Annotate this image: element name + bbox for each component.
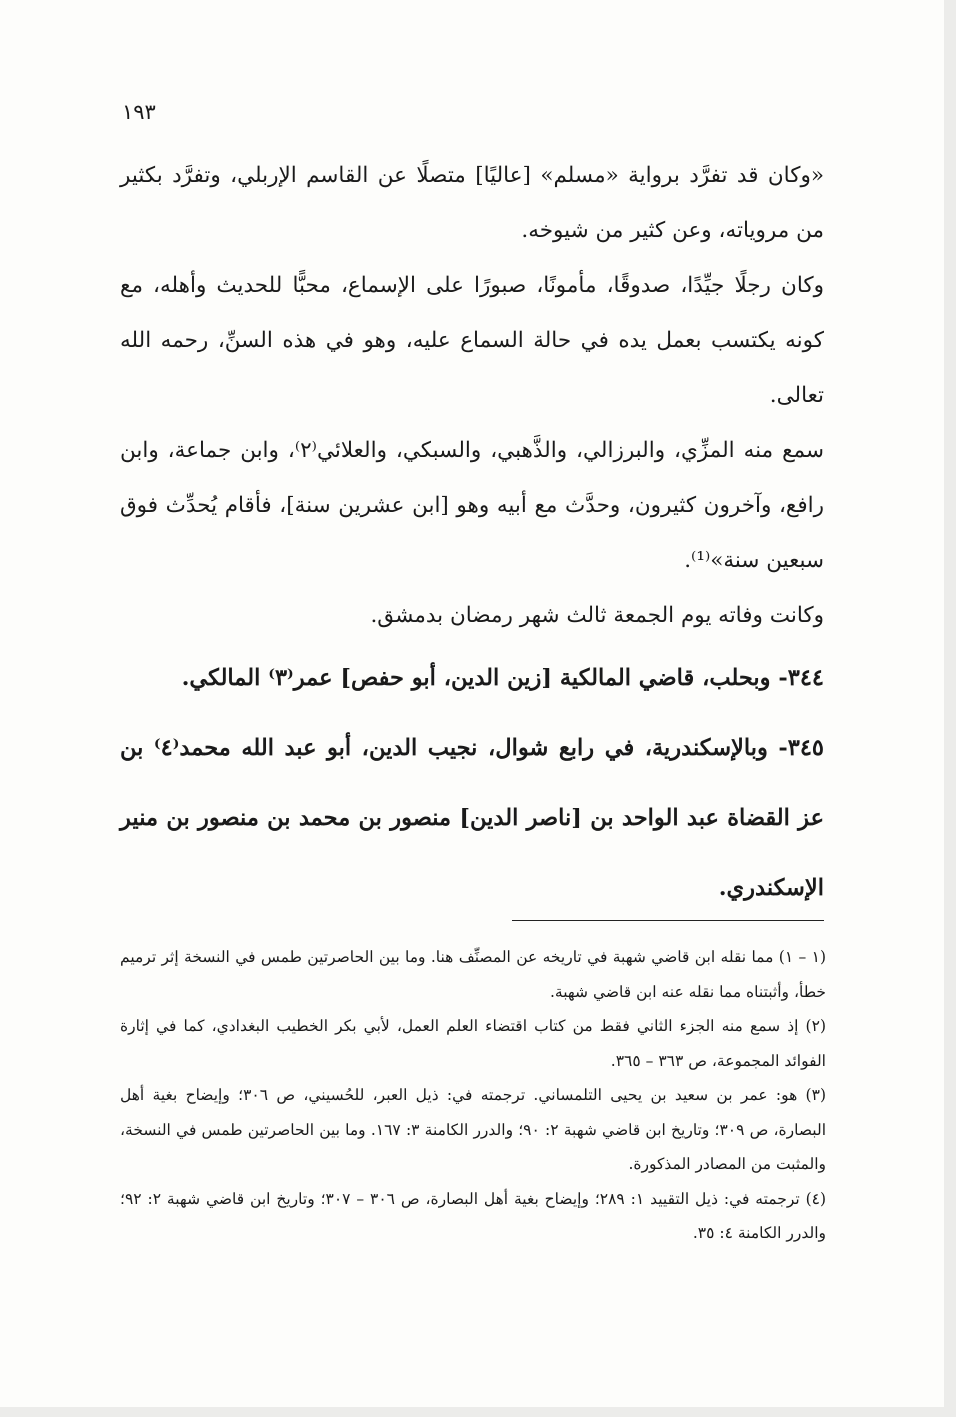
paragraph: سمع منه المزِّي، والبرزالي، والذَّهبي، والسبكي، والعلائي⁽٢⁾، وابن جماعة، وابن رافع، وآخرون كثيرون، وحدَّث مع أبيه وهو [ابن عشرين سنة]، فأقام يُحدِّث فوق سبعين سنة»⁽¹⁾. bbox=[120, 438, 824, 573]
paragraph: وكانت وفاته يوم الجمعة ثالث شهر رمضان بدمشق. bbox=[370, 603, 824, 628]
paragraph: وكان رجلًا جيِّدًا، صدوقًا، مأمونًا، صبورًا على الإسماع، محبًّا للحديث وأهله، مع كونه يكتسب بعمل يده في حالة السماع عليه، وهو في هذه السنِّ، رحمه الله تعالى. bbox=[120, 273, 824, 408]
entry-heading: ٣٤٤- وبحلب، قاضي المالكية [زين الدين، أبو حفص] عمر⁽٣⁾ المالكي. bbox=[181, 665, 824, 691]
paragraph: «وكان قد تفرَّد برواية «مسلم» [عاليًا] متصلًا عن القاسم الإربلي، وتفرَّد بكثير من مروياته، وعن كثير من شيوخه. bbox=[120, 163, 824, 243]
page-number: ١٩٣ bbox=[122, 100, 156, 124]
footnote: (٣) هو: عمر بن سعيد بن يحيى التلمساني. ترجمته في: ذيل العبر، للحُسيني، ص ٣٠٦؛ وإيضاح بغية أهل البصارة، ص ٣٠٩؛ وتاريخ ابن قاضي شهبة ٢: ٩٠؛ والدرر الكامنة ٣: ١٦٧. وما بين الحاصرتين طمس في النسخة، والمثبت من المصادر المذكورة. bbox=[120, 1086, 827, 1173]
main-text bbox=[120, 148, 824, 923]
footnote: (٢) إذ سمع منه الجزء الثاني فقط من كتاب اقتضاء العلم العمل، لأبي بكر الخطيب البغدادي، كما في إثارة الفوائد المجموعة، ص ٣٦٣ – ٣٦٥. bbox=[120, 1017, 826, 1070]
footnotes bbox=[120, 940, 826, 1251]
footnote: (٤) ترجمته في: ذيل التقييد ١: ٢٨٩؛ وإيضاح بغية أهل البصارة، ص ٣٠٦ – ٣٠٧؛ وتاريخ ابن قاضي شهبة ٢: ٩٢؛ والدرر الكامنة ٤: ٣٥. bbox=[120, 1189, 827, 1242]
entry-heading: ٣٤٥- وبالإسكندرية، في رابع شوال، نجيب الدين، أبو عبد الله محمد⁽٤⁾ بن عز القضاة عبد الواحد بن [ناصر الدين] منصور بن محمد بن منصور بن منير الإسكندري. bbox=[120, 735, 824, 901]
footnote-separator bbox=[512, 920, 824, 921]
footnote: (١ – ١) مما نقله ابن قاضي شهبة في تاريخه عن المصنِّف هنا. وما بين الحاصرتين طمس في النسخة إثر ترميم خطأ، وأثبتناه مما نقله عنه ابن قاضي شهبة. bbox=[120, 948, 826, 1001]
